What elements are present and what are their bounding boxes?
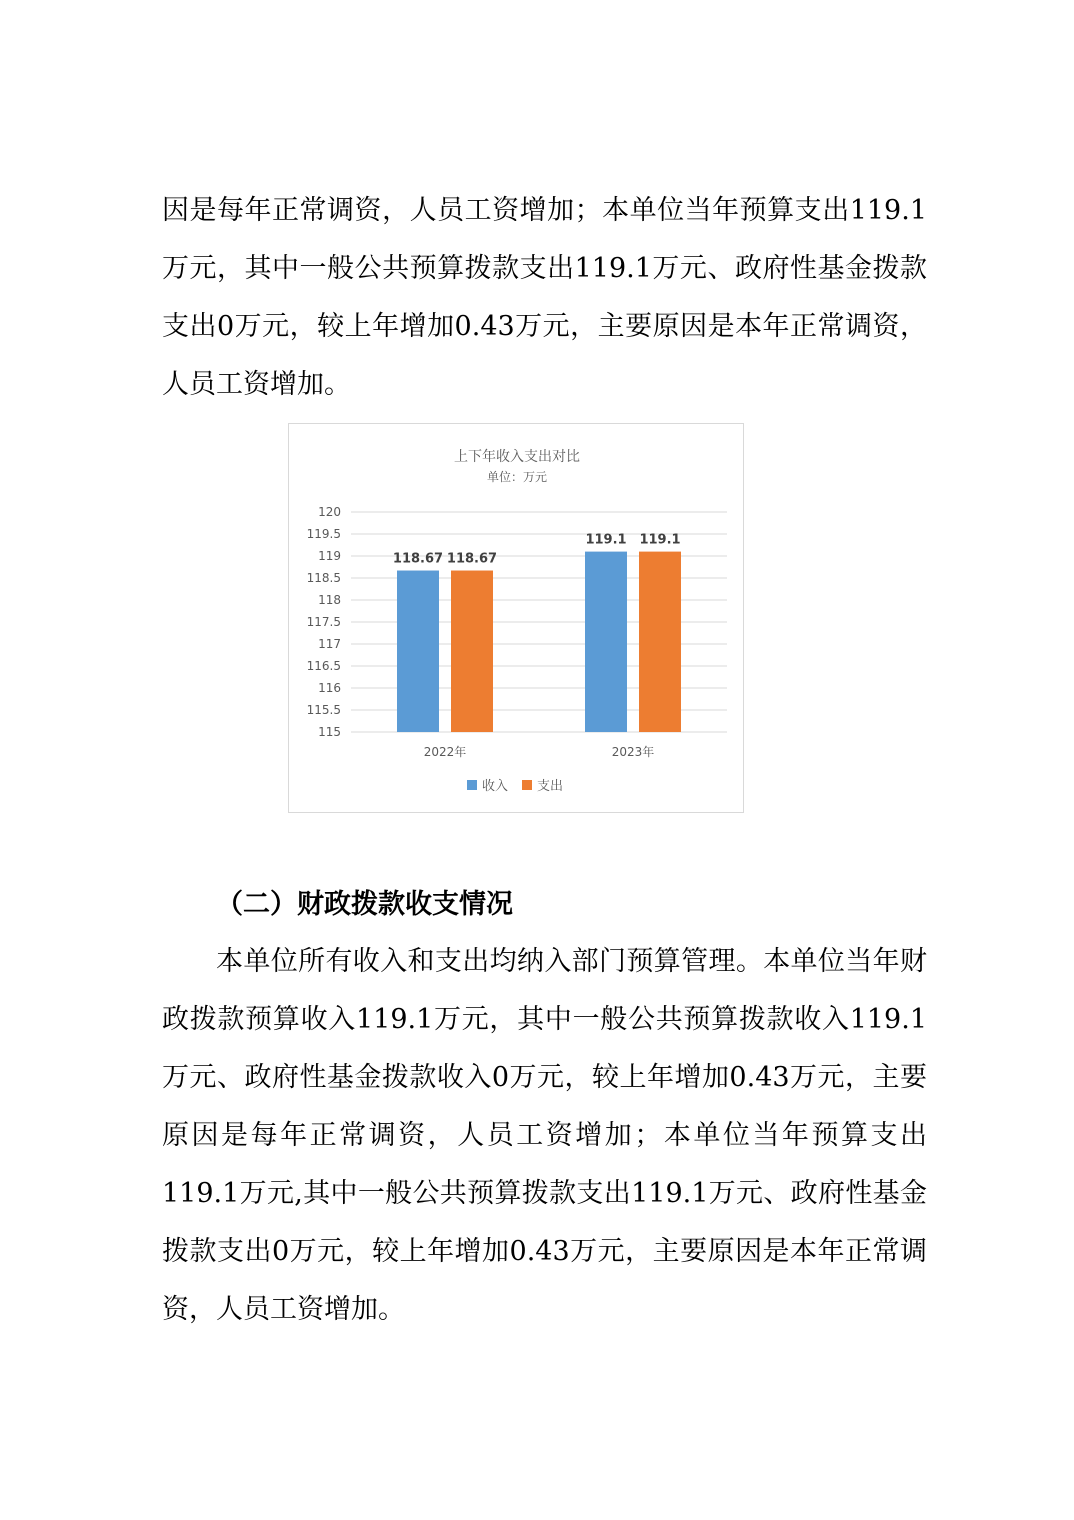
- legend-label: 支出: [537, 779, 564, 794]
- y-axis: [307, 505, 341, 739]
- legend-swatch: [522, 780, 532, 790]
- y-tick-label: 118: [318, 593, 341, 607]
- data-label: 118.67: [446, 551, 498, 567]
- data-label: 118.67: [392, 551, 444, 567]
- data-label: 119.1: [639, 532, 681, 548]
- y-tick-label: 116.5: [306, 659, 341, 673]
- legend-swatch: [467, 780, 477, 790]
- y-tick-label: 115.5: [306, 703, 341, 717]
- y-tick-label: 120: [318, 505, 341, 519]
- paragraph-fiscal: 本单位所有收入和支出均纳入部门预算管理。本单位当年财政拨款预算收入119.1万元，其中一般公共预算拨款收入119.1万元、政府性基金拨款收入0万元，较上年增加0.43万元，主要原因是每年正常调资，人员工资增加；本单位当年预算支出119.1万元,其中一般公共预算拨款支出119.1万元、政府性基金拨款支出0万元，较上年增加0.43万元，主要原因是本年正常调资，人员工资增加。: [162, 946, 927, 1325]
- data-label: 119.1: [585, 532, 627, 548]
- chart-subtitle: 单位：万元: [486, 470, 548, 484]
- chart-legend: [467, 778, 563, 794]
- chart-title: 上下年收入支出对比: [454, 449, 580, 465]
- paragraph-intro: 因是每年正常调资，人员工资增加；本单位当年预算支出119.1万元，其中一般公共预算拨款支出119.1万元、政府性基金拨款支出0万元，较上年增加0.43万元，主要原因是本年正常调资，人员工资增加。: [162, 195, 927, 400]
- chart-bars: [393, 533, 681, 732]
- bar-收入-2023年: [585, 552, 627, 732]
- bar-chart: [288, 423, 744, 813]
- x-tick-label: 2023年: [611, 745, 655, 759]
- x-tick-label: 2022年: [423, 745, 467, 759]
- y-tick-label: 117.5: [306, 615, 341, 629]
- bar-支出-2022年: [451, 571, 493, 732]
- y-tick-label: 119: [318, 549, 341, 563]
- y-tick-label: 116: [318, 681, 341, 695]
- bar-收入-2022年: [397, 571, 439, 732]
- x-axis: [424, 744, 655, 759]
- legend-label: 收入: [482, 779, 509, 794]
- y-tick-label: 119.5: [306, 527, 341, 541]
- section-heading: （二）财政拨款收支情况: [216, 889, 513, 920]
- y-tick-label: 117: [318, 637, 341, 651]
- y-tick-label: 118.5: [306, 571, 341, 585]
- y-tick-label: 115: [318, 725, 341, 739]
- chart-canvas: [289, 424, 745, 814]
- bar-支出-2023年: [639, 552, 681, 732]
